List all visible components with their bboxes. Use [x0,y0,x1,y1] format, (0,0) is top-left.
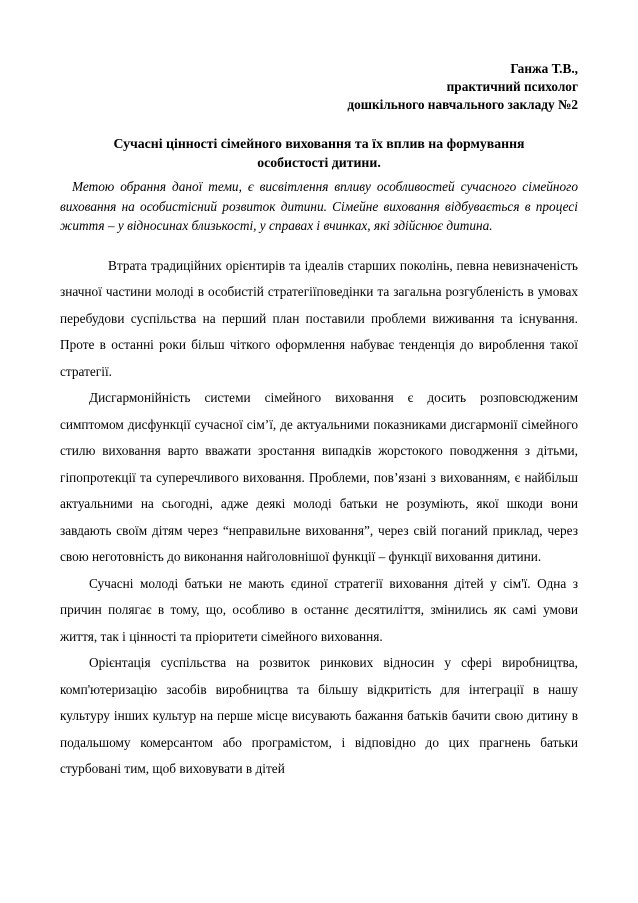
author-institution: дошкільного навчального закладу №2 [347,97,578,112]
author-position: практичний психолог [446,79,578,94]
body-text [60,253,578,783]
body-paragraph: Втрата традиційних орієнтирів та ідеалів старших поколінь, певна невизначеність значної частини молоді в особистій стратегіїповедінки та загальна розгубленість в умовах перебудови суспільства на перший план поставили проблеми виживання та існування. Проте в останні роки більш чіткого оформлення набуває тенденція до вироблення такої стратегії. [60,257,578,379]
body-paragraph: Дисгармонійність системи сімейного виховання є досить розповсюдженим симптомом дисфункції сучасної сім’ї, де актуальними показниками дисгармонії сімейного стилю виховання варто вважати зростання випадків жорстокого поводження з дітьми, гіпопротекції та суперечливого виховання. Проблеми, пов’язані з вихованням, є найбільш актуальними на сьогодні, адже деякі молоді батьки не розуміють, якої шкоди вони завдають своїм дітям через “неправильне виховання”, через свій поганий приклад, через свою неготовність до виконання найголовнішої функції – функції виховання дитини. [60,390,578,564]
intro-paragraph: Метою обрання даної теми, є висвітлення впливу особливостей сучасного сімейного виховання на особистісний розвиток дитини. Сімейне виховання відбувається в процесі життя – у відносинах близькості, у справах і вчинках, які здійснює дитина. [60,179,578,233]
author-block [60,60,578,114]
body-paragraph: Орієнтація суспільства на розвиток ринкових відносин у сфері виробництва, комп'ютеризацію засобів виробництва та більшу відкритість для інтеграції в нашу культуру інших культур на перше місце висувають бажання батьків бачити свою дитину в подальшому комерсантом або програмістом, і відповідно до цих прагнень батьки стурбовані тим, щоб виховувати в дітей [60,655,578,776]
body-paragraph: Сучасні молоді батьки не мають єдиної стратегії виховання дітей у сім'ї. Одна з причин полягає в тому, що, особливо в останнє десятиліття, змінились як самі умови життя, так і цінності та пріоритети сімейного виховання. [60,575,578,644]
author-name: Ганжа Т.В., [510,61,578,76]
document-title: Сучасні цінності сімейного виховання та їх вплив на формування особистості дитини. [113,136,525,170]
